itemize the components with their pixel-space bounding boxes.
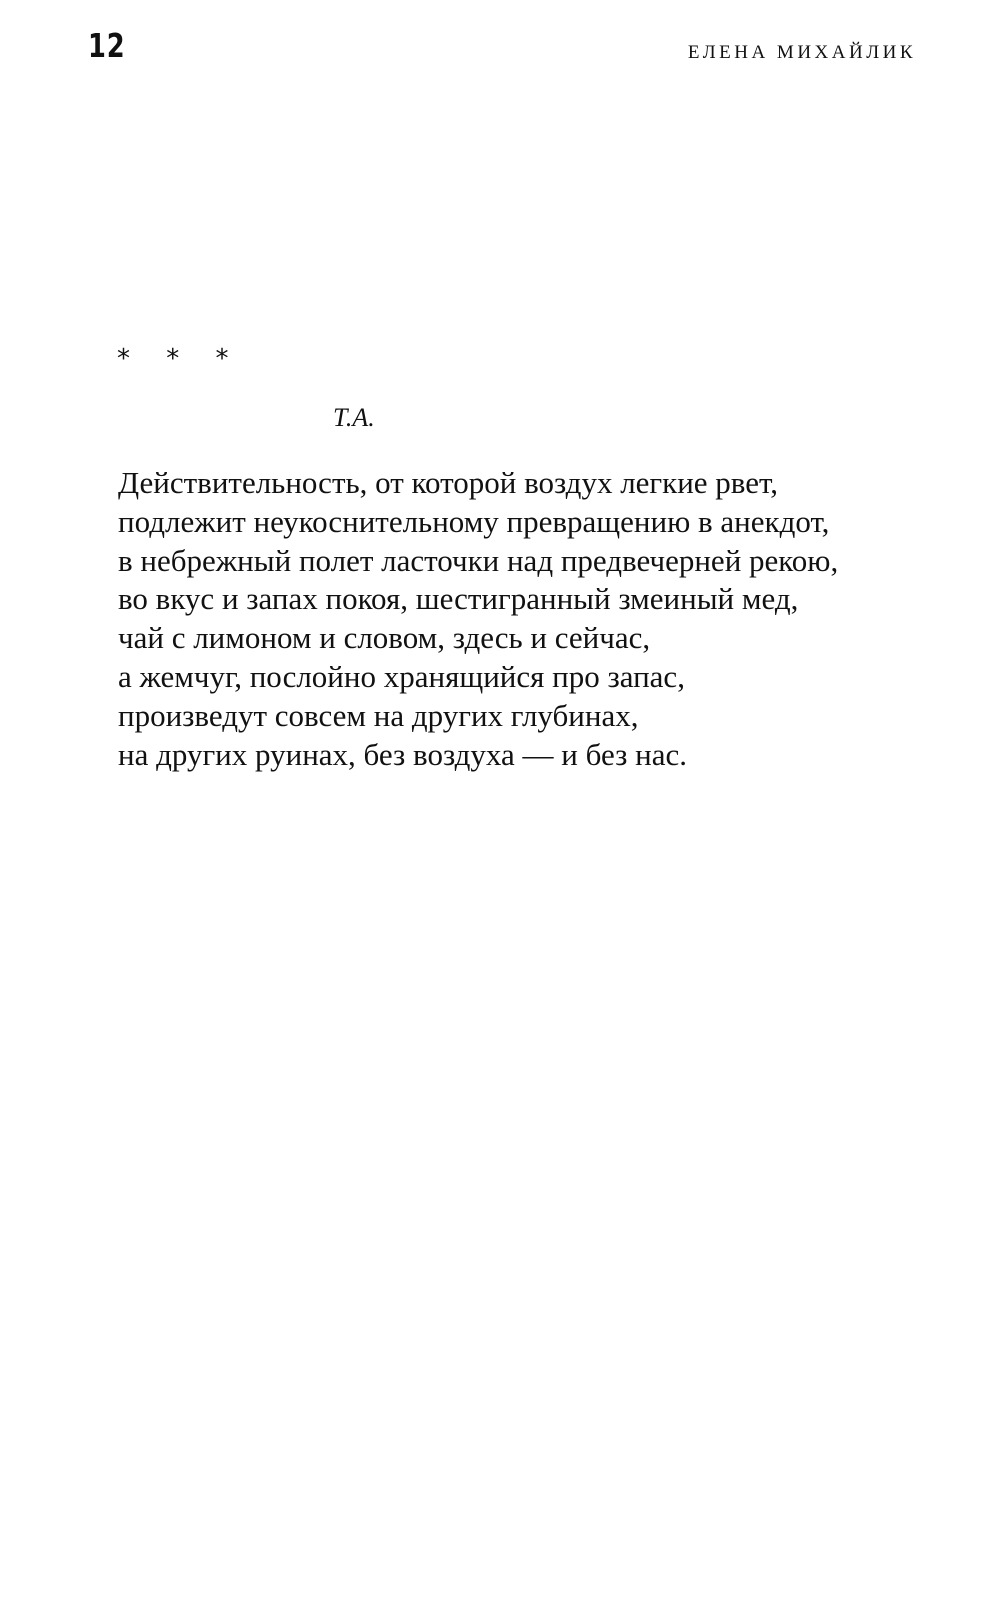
poem-line: произведут совсем на других глубинах,	[118, 697, 639, 733]
poem-line: чай с лимоном и словом, здесь и сейчас,	[118, 620, 651, 656]
page-number: 12	[88, 26, 126, 65]
poem-line: подлежит неукоснительному превращению в анекдот,	[118, 503, 830, 539]
poem-dedication: Т.А.	[333, 403, 375, 432]
section-ornament: * * *	[117, 344, 243, 374]
poem-line: на других руинах, без воздуха — и без нас.	[118, 736, 687, 772]
poem-line: а жемчуг, послойно хранящийся про запас,	[118, 658, 685, 694]
poem-body	[118, 464, 838, 774]
poem-line: Действительность, от которой воздух легкие рвет,	[118, 465, 778, 500]
poem-line: в небрежный полет ласточки над предвечерней рекою,	[118, 542, 839, 578]
poem-line: во вкус и запах покоя, шестигранный змеиный мед,	[118, 581, 799, 617]
running-head-author: ЕЛЕНА МИХАЙЛИК	[687, 42, 916, 63]
